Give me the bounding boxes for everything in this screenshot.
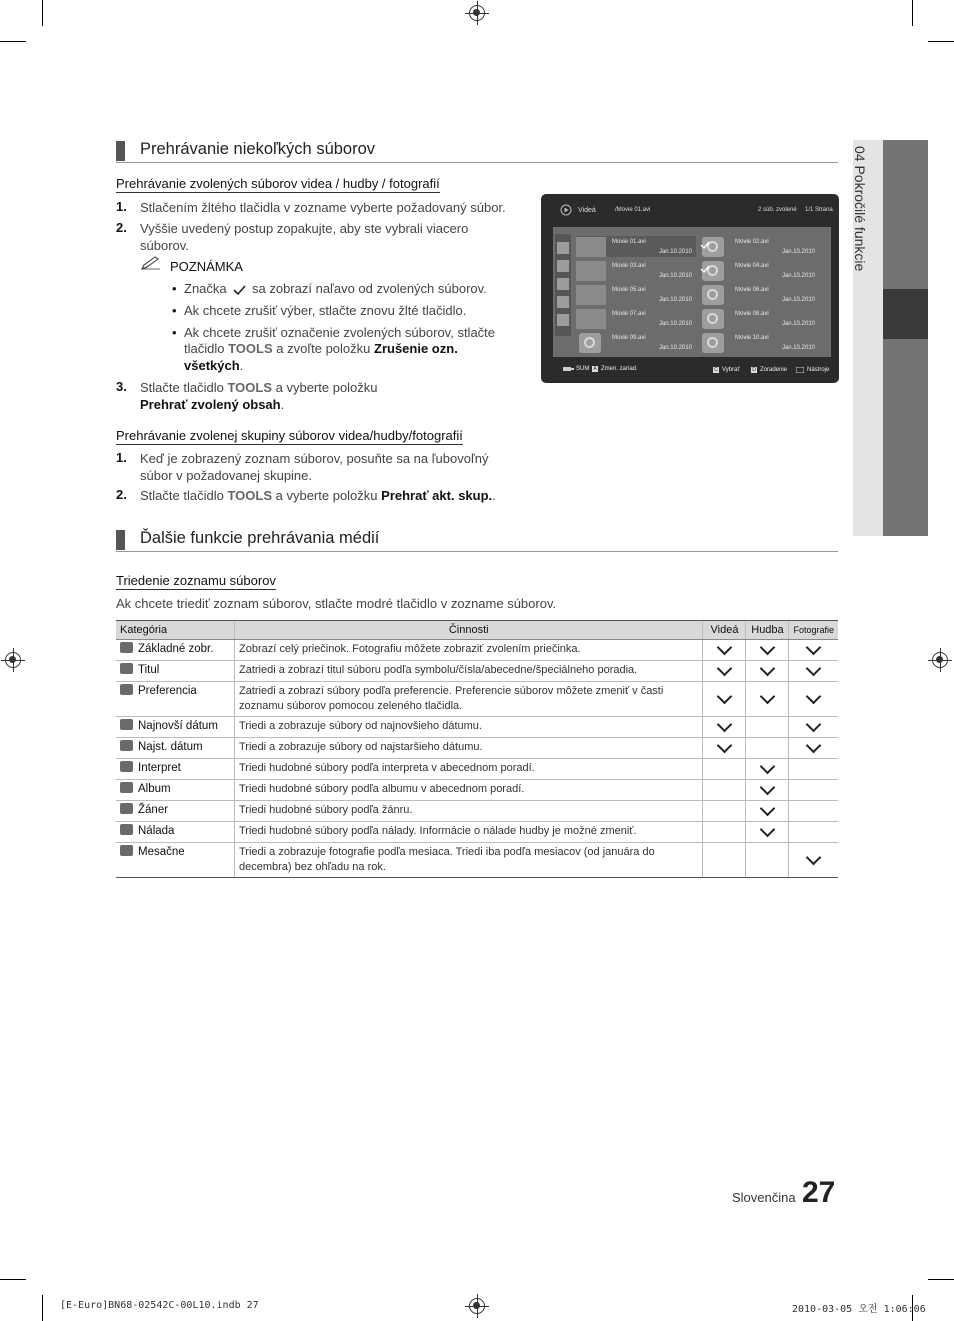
action-description: Triedi hudobné súbory podľa žánru. bbox=[235, 801, 703, 822]
support-cell-h bbox=[746, 843, 789, 878]
tv-footer bbox=[541, 362, 839, 378]
step-text: . bbox=[492, 488, 496, 503]
category-name: Titul bbox=[138, 664, 160, 676]
category-name: Preferencia bbox=[138, 685, 197, 697]
registration-mark-icon bbox=[469, 5, 485, 21]
file-date: Jan.10.2010 bbox=[781, 321, 815, 327]
key-d-icon: D bbox=[752, 367, 756, 373]
support-cell-f bbox=[789, 822, 838, 843]
tools-keyword: TOOLS bbox=[228, 341, 273, 356]
category-name: Album bbox=[138, 783, 171, 795]
film-reel-icon bbox=[579, 333, 601, 353]
category-cell bbox=[116, 801, 235, 822]
check-icon bbox=[806, 639, 822, 655]
intro-text: Ak chcete triediť zoznam súborov, stlačte modré tlačidlo v zozname súborov. bbox=[116, 596, 557, 611]
support-cell-f bbox=[789, 738, 838, 759]
check-icon bbox=[760, 821, 776, 837]
tv-page-indicator: 1/1 Strana bbox=[805, 207, 833, 213]
subsection-title: Prehrávanie zvolenej skupiny súborov videa/hudby/fotografií bbox=[116, 428, 463, 443]
tools-keyword: TOOLS bbox=[227, 488, 272, 503]
subsection-title: Prehrávanie zvolených súborov videa / hudby / fotografií bbox=[116, 176, 440, 191]
selected-check-icon bbox=[700, 236, 710, 254]
check-icon bbox=[806, 737, 822, 753]
step-text: Keď je zobrazený zoznam súborov, posuňte sa na ľubovoľný bbox=[140, 451, 489, 466]
usb-icon bbox=[563, 366, 574, 374]
support-cell-v bbox=[703, 843, 746, 878]
section-heading bbox=[116, 529, 838, 552]
key-c-icon: C bbox=[714, 367, 718, 373]
support-cell-v bbox=[703, 640, 746, 661]
category-cell bbox=[116, 822, 235, 843]
check-icon bbox=[760, 779, 776, 795]
note-text-line bbox=[184, 340, 458, 357]
tv-path: /Movie 01.avi bbox=[615, 207, 651, 213]
note-text: Ak chcete zrušiť výber, stlačte znovu žlté tlačidlo. bbox=[184, 303, 467, 318]
video-thumbnail bbox=[576, 285, 606, 305]
artist-icon bbox=[120, 761, 133, 772]
select-label[interactable]: Vybrať bbox=[722, 367, 740, 373]
col-header-actions: Činnosti bbox=[235, 621, 703, 640]
file-name: Movie 01.avi bbox=[612, 239, 646, 245]
step-text: Stlačte tlačidlo bbox=[140, 488, 224, 503]
support-cell-h bbox=[746, 822, 789, 843]
col-header-videos: Videá bbox=[703, 621, 746, 640]
table-row bbox=[116, 843, 838, 878]
folder-icon[interactable] bbox=[557, 242, 569, 254]
file-date: Jan.10.2010 bbox=[781, 297, 815, 303]
check-icon bbox=[760, 688, 776, 704]
check-icon bbox=[760, 660, 776, 676]
support-cell-h bbox=[746, 682, 789, 717]
support-cell-h bbox=[746, 661, 789, 682]
note-label: POZNÁMKA bbox=[170, 259, 243, 274]
chapter-label: 04 Pokročilé funkcie bbox=[852, 146, 868, 272]
category-name: Najnovší dátum bbox=[138, 720, 218, 732]
film-reel-icon bbox=[702, 309, 724, 329]
step-text-line bbox=[140, 396, 284, 413]
note-text: Značka bbox=[184, 281, 227, 296]
menu-option: všetkých bbox=[184, 358, 240, 373]
table-row bbox=[116, 780, 838, 801]
menu-option: Zrušenie ozn. bbox=[374, 341, 458, 356]
tools-keyword: TOOLS bbox=[227, 380, 272, 395]
support-cell-v bbox=[703, 801, 746, 822]
table-row bbox=[116, 738, 838, 759]
video-thumbnail bbox=[576, 261, 606, 281]
print-slug: [E-Euro]BN68-02542C-00L10.indb 27 bbox=[60, 1300, 259, 1311]
step-number: 1. bbox=[116, 199, 127, 214]
tv-file-item[interactable] bbox=[576, 332, 696, 353]
month-icon bbox=[120, 845, 133, 856]
sum-label: SUM bbox=[576, 366, 590, 372]
category-cell bbox=[116, 759, 235, 780]
crop-mark bbox=[0, 41, 26, 42]
crop-mark bbox=[42, 0, 43, 26]
registration-mark-icon bbox=[5, 652, 21, 668]
section-title: Prehrávanie niekoľkých súborov bbox=[140, 140, 376, 158]
calendar-icon[interactable] bbox=[557, 278, 569, 290]
support-cell-h bbox=[746, 717, 789, 738]
album-icon bbox=[120, 782, 133, 793]
file-date: Jan.10.2010 bbox=[658, 321, 692, 327]
file-name: Movie 06.avi bbox=[735, 287, 769, 293]
support-cell-f bbox=[789, 759, 838, 780]
tv-category-nav bbox=[555, 234, 571, 336]
action-description: Triedi a zobrazuje fotografie podľa mesiaca. Triedi iba podľa mesiacov (od januára do decembra) bez ohľadu na rok. bbox=[235, 843, 703, 878]
note-text: Ak chcete zrušiť označenie zvolených súborov, stlačte bbox=[184, 325, 496, 340]
file-date: Jan.10.2010 bbox=[658, 249, 692, 255]
support-cell-h bbox=[746, 780, 789, 801]
registration-mark-icon bbox=[932, 652, 948, 668]
support-cell-f bbox=[789, 640, 838, 661]
support-cell-v bbox=[703, 682, 746, 717]
support-cell-h bbox=[746, 801, 789, 822]
step-text-line bbox=[140, 487, 496, 504]
section-heading bbox=[116, 140, 838, 163]
support-cell-v bbox=[703, 738, 746, 759]
support-cell-h bbox=[746, 738, 789, 759]
crop-mark bbox=[928, 41, 954, 42]
tv-screen-illustration bbox=[541, 194, 839, 383]
support-cell-f bbox=[789, 717, 838, 738]
step-text: a vyberte položku bbox=[275, 380, 378, 395]
crop-mark bbox=[0, 1279, 26, 1280]
action-description: Zatriedi a zobrazí titul súboru podľa symbolu/čísla/abecedne/špeciálneho poradia. bbox=[235, 661, 703, 682]
table-header-row bbox=[116, 621, 838, 640]
heading-bar bbox=[116, 141, 125, 161]
calendar-old-icon[interactable] bbox=[557, 296, 569, 308]
check-icon bbox=[760, 639, 776, 655]
support-cell-f bbox=[789, 780, 838, 801]
chapter-side-bar bbox=[883, 140, 928, 536]
step-text: Vyššie uvedený postup zopakujte, aby ste vybrali viacero bbox=[140, 221, 469, 236]
file-name: Movie 07.avi bbox=[612, 311, 646, 317]
category-cell bbox=[116, 780, 235, 801]
file-date: Jan.10.2010 bbox=[781, 249, 815, 255]
support-cell-v bbox=[703, 717, 746, 738]
step-text: a vyberte položku bbox=[275, 488, 378, 503]
film-reel-icon bbox=[702, 333, 724, 353]
support-cell-h bbox=[746, 640, 789, 661]
support-cell-v bbox=[703, 661, 746, 682]
step-number: 2. bbox=[116, 487, 127, 502]
tv-file-item[interactable] bbox=[699, 284, 819, 305]
file-name: Movie 02.avi bbox=[735, 239, 769, 245]
check-icon bbox=[806, 660, 822, 676]
bullet: • bbox=[172, 303, 177, 318]
step-text: Stlačte tlačidlo bbox=[140, 380, 224, 395]
action-description: Triedi a zobrazuje súbory od najstaršieho dátumu. bbox=[235, 738, 703, 759]
tools-label[interactable]: Nástroje bbox=[807, 367, 830, 373]
calendar-old-icon bbox=[120, 740, 133, 751]
crop-mark bbox=[928, 1279, 954, 1280]
page-number: 27 bbox=[802, 1176, 836, 1209]
table-row bbox=[116, 759, 838, 780]
file-name: Movie 03.avi bbox=[612, 263, 646, 269]
video-thumbnail bbox=[576, 309, 606, 329]
action-description: Triedi hudobné súbory podľa nálady. Informácie o nálade hudby je možné zmeniť. bbox=[235, 822, 703, 843]
step-text: súborov. bbox=[140, 238, 189, 253]
step-number: 1. bbox=[116, 450, 127, 465]
check-icon bbox=[806, 849, 822, 865]
title-icon[interactable] bbox=[557, 260, 569, 272]
menu-option: Prehrať zvolený obsah bbox=[140, 397, 281, 412]
category-name: Najst. dátum bbox=[138, 741, 203, 753]
col-header-category: Kategória bbox=[116, 621, 235, 640]
table-row bbox=[116, 682, 838, 717]
category-cell bbox=[116, 640, 235, 661]
tv-file-item[interactable] bbox=[699, 332, 819, 353]
step-text-line bbox=[140, 379, 378, 396]
tv-file-item[interactable] bbox=[699, 260, 819, 281]
support-cell-f bbox=[789, 661, 838, 682]
support-cell-f bbox=[789, 843, 838, 878]
check-icon bbox=[717, 639, 733, 655]
bullet: • bbox=[172, 325, 177, 340]
table-row bbox=[116, 640, 838, 661]
note-text: tlačidlo bbox=[184, 341, 225, 356]
crop-mark bbox=[42, 1295, 43, 1321]
category-cell bbox=[116, 661, 235, 682]
step-text: . bbox=[280, 397, 285, 412]
file-name: Movie 10.avi bbox=[735, 335, 769, 341]
calendar-new-icon bbox=[120, 719, 133, 730]
chapter-marker bbox=[883, 289, 928, 339]
action-description: Zatriedi a zobrazí súbory podľa preferencie. Preferencie súborov môžete zmeniť v časti zoznamu súborov pomocou zeleného tlačidla. bbox=[235, 682, 703, 717]
selected-check-icon bbox=[700, 260, 710, 278]
note-text: sa zobrazí naľavo od zvolených súborov. bbox=[252, 281, 487, 296]
footer-language: Slovenčina bbox=[732, 1190, 796, 1205]
support-cell-v bbox=[703, 780, 746, 801]
step-number: 2. bbox=[116, 220, 127, 235]
file-date: Jan.10.2010 bbox=[658, 297, 692, 303]
tv-file-item[interactable] bbox=[576, 236, 696, 257]
mood-icon bbox=[120, 824, 133, 835]
category-name: Interpret bbox=[138, 762, 181, 774]
star-icon bbox=[120, 684, 133, 695]
category-cell bbox=[116, 717, 235, 738]
bullet: • bbox=[172, 281, 177, 296]
folder-icon bbox=[120, 642, 133, 653]
category-name: Nálada bbox=[138, 825, 175, 837]
category-name: Mesačne bbox=[138, 846, 185, 858]
sort-categories-table bbox=[116, 620, 838, 878]
step-text: Stlačením žltého tlačidla v zozname vyberte požadovaný súbor. bbox=[140, 200, 506, 215]
check-icon bbox=[717, 716, 733, 732]
menu-option: Prehrať akt. skup. bbox=[381, 488, 493, 503]
file-date: Jan.10.2010 bbox=[658, 273, 692, 279]
col-header-photos: Fotografie bbox=[789, 621, 838, 640]
sort-label[interactable]: Zoradenie bbox=[760, 367, 788, 373]
category-cell bbox=[116, 738, 235, 759]
heading-bar bbox=[116, 530, 125, 550]
table-row bbox=[116, 717, 838, 738]
check-icon bbox=[806, 688, 822, 704]
col-header-music: Hudba bbox=[746, 621, 789, 640]
note-text: a zvoľte položku bbox=[276, 341, 371, 356]
tv-selected-count: 2 súb. zvolené bbox=[758, 207, 797, 213]
action-description: Triedi hudobné súbory podľa interpreta v abecednom poradí. bbox=[235, 759, 703, 780]
crop-mark bbox=[912, 0, 913, 26]
change-device-label[interactable]: Zmen. zariad. bbox=[601, 366, 638, 372]
step-number: 3. bbox=[116, 379, 127, 394]
file-date: Jan.10.2010 bbox=[658, 345, 692, 351]
file-name: Movie 04.avi bbox=[735, 263, 769, 269]
file-date: Jan.10.2010 bbox=[781, 273, 815, 279]
tv-file-item[interactable] bbox=[699, 308, 819, 329]
tv-file-item[interactable] bbox=[699, 236, 819, 257]
file-name: Movie 08.avi bbox=[735, 311, 769, 317]
support-cell-f bbox=[789, 682, 838, 717]
check-icon bbox=[717, 688, 733, 704]
registration-mark-icon bbox=[469, 1298, 485, 1314]
support-cell-v bbox=[703, 822, 746, 843]
category-cell bbox=[116, 682, 235, 717]
section-title: Ďalšie funkcie prehrávania médií bbox=[140, 529, 380, 547]
media-play-icon bbox=[560, 204, 572, 218]
subsection-title: Triedenie zoznamu súborov bbox=[116, 573, 276, 588]
tv-file-item[interactable] bbox=[576, 308, 696, 329]
check-icon bbox=[806, 716, 822, 732]
note-icon bbox=[141, 256, 161, 275]
note-text-line bbox=[184, 357, 243, 374]
table-row bbox=[116, 661, 838, 682]
note-text: . bbox=[239, 358, 244, 373]
tv-header bbox=[541, 194, 839, 224]
support-cell-v bbox=[703, 759, 746, 780]
category-name: Základné zobr. bbox=[138, 643, 214, 655]
check-icon bbox=[760, 800, 776, 816]
file-name: Movie 09.avi bbox=[612, 335, 646, 341]
film-reel-icon bbox=[702, 285, 724, 305]
key-a-icon: A bbox=[593, 366, 597, 372]
action-description: Zobrazí celý priečinok. Fotografiu môžete zobraziť zvolením priečinka. bbox=[235, 640, 703, 661]
check-mark-icon bbox=[233, 283, 246, 301]
table-row bbox=[116, 822, 838, 843]
check-icon bbox=[717, 660, 733, 676]
category-cell bbox=[116, 843, 235, 878]
action-description: Triedi a zobrazuje súbory od najnovšieho dátumu. bbox=[235, 717, 703, 738]
file-name: Movie 05.avi bbox=[612, 287, 646, 293]
tools-icon bbox=[796, 367, 804, 375]
check-icon bbox=[717, 737, 733, 753]
genre-icon bbox=[120, 803, 133, 814]
step-text: súbor v požadovanej skupine. bbox=[140, 468, 313, 483]
title-icon bbox=[120, 663, 133, 674]
tv-file-item[interactable] bbox=[576, 260, 696, 281]
action-description: Triedi hudobné súbory podľa albumu v abecednom poradí. bbox=[235, 780, 703, 801]
category-name: Žáner bbox=[138, 804, 169, 816]
support-cell-f bbox=[789, 801, 838, 822]
tv-file-item[interactable] bbox=[576, 284, 696, 305]
support-cell-h bbox=[746, 759, 789, 780]
star-icon[interactable] bbox=[557, 314, 569, 326]
video-thumbnail bbox=[576, 237, 606, 257]
tv-tab-label: Videá bbox=[578, 207, 596, 214]
file-date: Jan.10.2010 bbox=[781, 345, 815, 351]
print-timestamp: 2010-03-05 오전 1:06:06 bbox=[792, 1304, 926, 1315]
check-icon bbox=[760, 758, 776, 774]
table-row bbox=[116, 801, 838, 822]
